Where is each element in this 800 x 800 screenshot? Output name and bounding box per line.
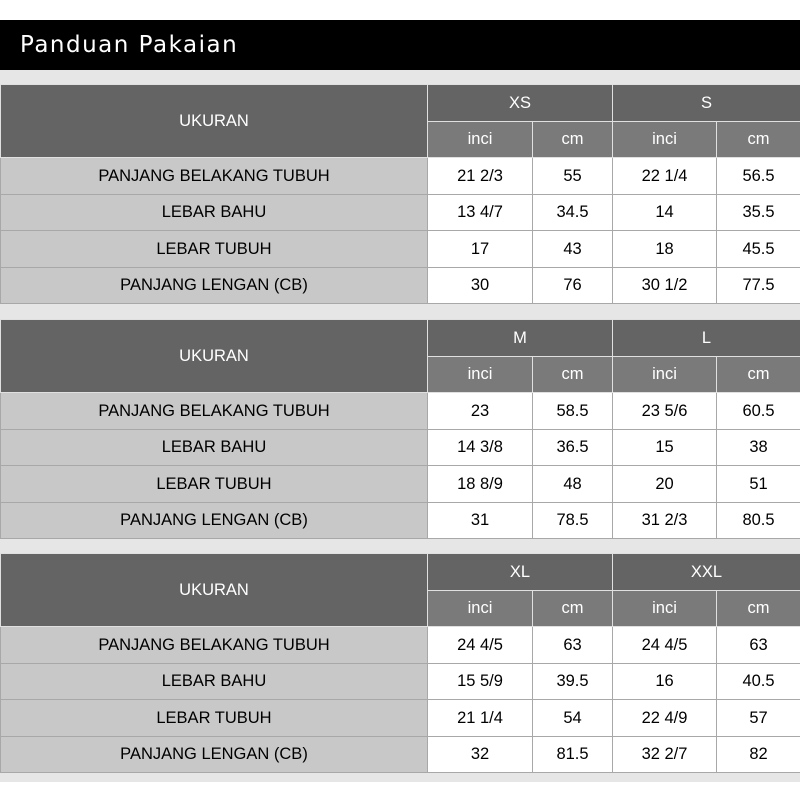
table-row [1,466,800,503]
measurement-value: 56.5 [717,158,800,195]
measurement-value: 34.5 [533,195,613,231]
measurement-value: 21 1/4 [428,700,533,737]
unit-header: cm [533,591,613,627]
unit-header: cm [533,122,613,158]
measurement-value: 30 [428,268,533,304]
measurement-value: 30 1/2 [613,268,717,304]
measurement-label: PANJANG BELAKANG TUBUH [1,158,428,195]
measurement-value: 22 1/4 [613,158,717,195]
measurement-label: LEBAR BAHU [1,195,428,231]
measurement-value: 24 4/5 [613,627,717,664]
measurement-value: 35.5 [717,195,800,231]
measurement-value: 14 3/8 [428,430,533,466]
measurement-value: 24 4/5 [428,627,533,664]
measurement-value: 43 [533,231,613,268]
measurement-value: 22 4/9 [613,700,717,737]
size-header: XL [428,554,613,591]
table-row [1,430,800,466]
unit-header: inci [428,357,533,393]
measurement-label: PANJANG LENGAN (CB) [1,737,428,773]
table-row [1,195,800,231]
unit-header: inci [428,591,533,627]
measurement-label: LEBAR TUBUH [1,466,428,503]
measurement-value: 38 [717,430,800,466]
size-table [0,84,800,304]
measurement-label: LEBAR BAHU [1,664,428,700]
table-row [1,664,800,700]
measurement-value: 45.5 [717,231,800,268]
unit-header: inci [613,357,717,393]
measurement-value: 21 2/3 [428,158,533,195]
measurement-value: 76 [533,268,613,304]
size-header: XS [428,85,613,122]
ukuran-header: UKURAN [1,554,428,627]
measurement-label: PANJANG BELAKANG TUBUH [1,393,428,430]
measurement-label: PANJANG BELAKANG TUBUH [1,627,428,664]
measurement-value: 32 [428,737,533,773]
measurement-value: 23 5/6 [613,393,717,430]
ukuran-header: UKURAN [1,85,428,158]
measurement-value: 40.5 [717,664,800,700]
unit-header: cm [717,122,800,158]
table-row [1,158,800,195]
measurement-value: 14 [613,195,717,231]
measurement-value: 31 2/3 [613,503,717,539]
size-table [0,553,800,773]
header-row [1,85,800,122]
unit-header: cm [533,357,613,393]
measurement-value: 80.5 [717,503,800,539]
page-title: Panduan Pakaian [20,32,239,58]
measurement-value: 18 8/9 [428,466,533,503]
table-row [1,700,800,737]
measurement-value: 15 [613,430,717,466]
top-margin [0,0,800,20]
measurement-value: 23 [428,393,533,430]
measurement-value: 63 [717,627,800,664]
table-row [1,627,800,664]
table-row [1,737,800,773]
measurement-value: 48 [533,466,613,503]
ukuran-header: UKURAN [1,320,428,393]
measurement-value: 13 4/7 [428,195,533,231]
unit-header: inci [428,122,533,158]
size-header: L [613,320,800,357]
header-row [1,554,800,591]
measurement-value: 81.5 [533,737,613,773]
measurement-label: PANJANG LENGAN (CB) [1,268,428,304]
unit-header: inci [613,591,717,627]
measurement-value: 32 2/7 [613,737,717,773]
header-row [1,320,800,357]
measurement-value: 55 [533,158,613,195]
measurement-value: 77.5 [717,268,800,304]
measurement-value: 54 [533,700,613,737]
measurement-value: 58.5 [533,393,613,430]
table-row [1,268,800,304]
measurement-value: 36.5 [533,430,613,466]
measurement-value: 20 [613,466,717,503]
measurement-value: 16 [613,664,717,700]
bottom-margin [0,782,800,800]
measurement-label: LEBAR BAHU [1,430,428,466]
size-header: S [613,85,800,122]
measurement-value: 60.5 [717,393,800,430]
size-table [0,319,800,539]
measurement-value: 39.5 [533,664,613,700]
measurement-label: LEBAR TUBUH [1,700,428,737]
measurement-value: 15 5/9 [428,664,533,700]
measurement-value: 63 [533,627,613,664]
measurement-label: LEBAR TUBUH [1,231,428,268]
table-row [1,393,800,430]
measurement-value: 82 [717,737,800,773]
table-row [1,231,800,268]
unit-header: inci [613,122,717,158]
measurement-value: 18 [613,231,717,268]
measurement-value: 57 [717,700,800,737]
measurement-value: 17 [428,231,533,268]
measurement-value: 78.5 [533,503,613,539]
size-header: XXL [613,554,800,591]
unit-header: cm [717,357,800,393]
measurement-value: 51 [717,466,800,503]
measurement-value: 31 [428,503,533,539]
table-row [1,503,800,539]
measurement-label: PANJANG LENGAN (CB) [1,503,428,539]
page-title-bar [0,20,800,70]
size-header: M [428,320,613,357]
unit-header: cm [717,591,800,627]
